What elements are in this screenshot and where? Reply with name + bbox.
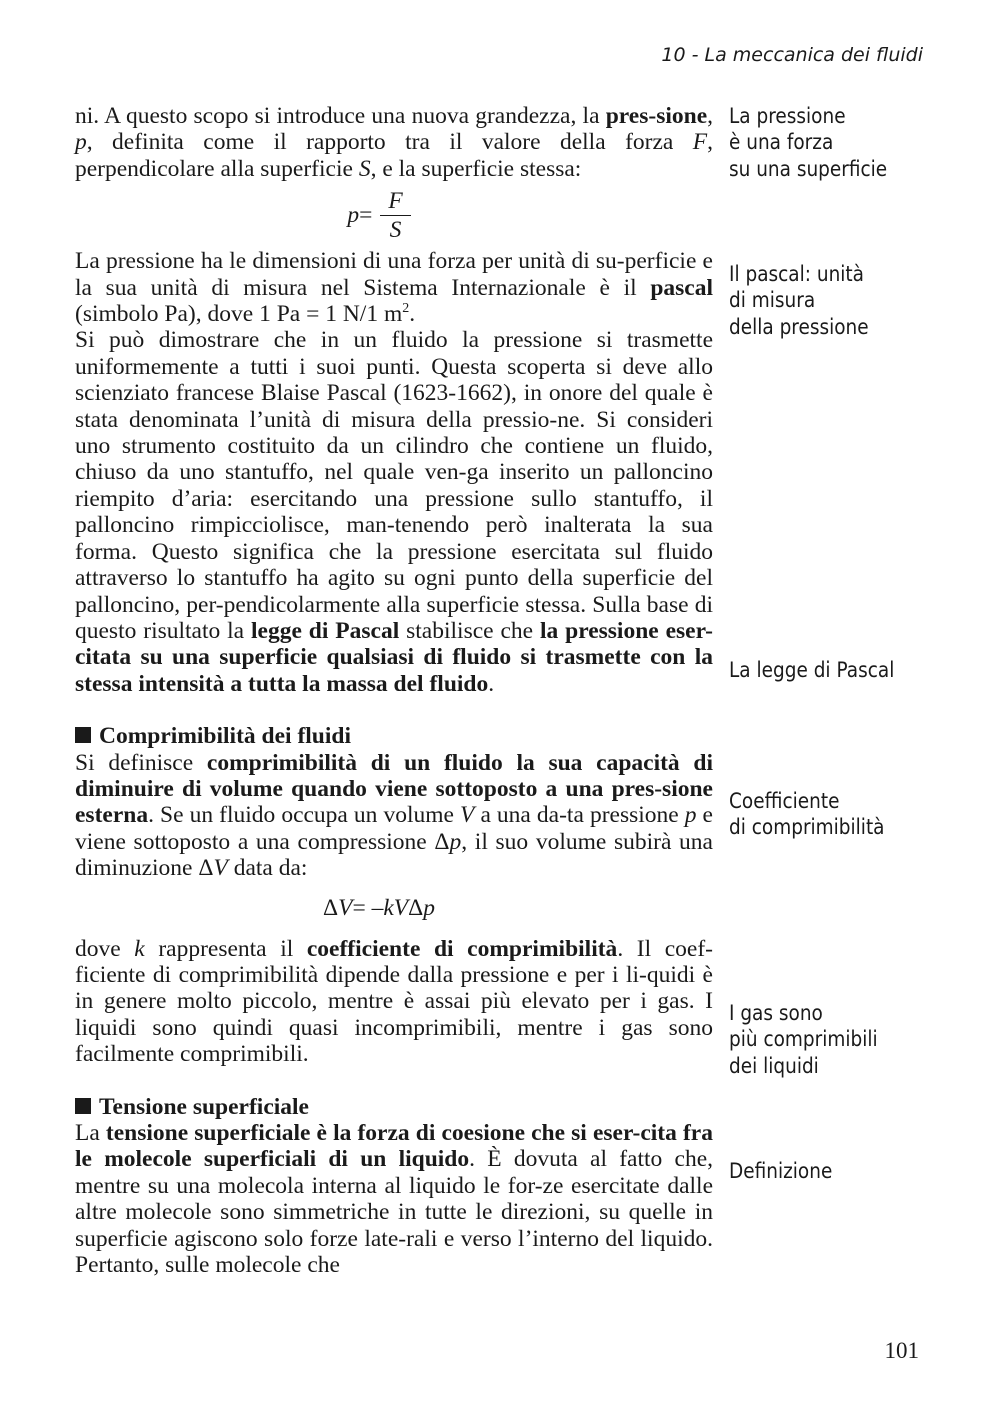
square-bullet-icon: [75, 1098, 91, 1114]
running-header: 10 - La meccanica dei fluidi: [661, 44, 923, 66]
paragraph-compressibility: Si definisce comprimibilità di un fluido la sua capacità di diminuire di volume quando viene sottoposto a una pres-sione esterna. Se un fluido occupa un volume V a una da-ta pressione p e viene sottoposto a una compressione Δp, il suo volume subirà una diminuzione ΔV data da:: [75, 749, 714, 882]
margin-note-pascal-law: La legge di Pascal: [729, 658, 895, 682]
paragraph-surface-tension: La tensione superficiale è la forza di coesione che si eser-cita fra le molecole superficiali di un liquido. È dovuta al fatto che, mentre su una molecola interna al liquido le for-ze esercitate dalle altre molecole sono simmetriche in tutte le direzioni, su quelle in superficie agiscono solo forze late-rali e verso l’interno del liquido. Pertanto, sulle molecole che: [75, 1120, 714, 1279]
main-text-column: [75, 103, 713, 1278]
square-bullet-icon: [75, 727, 91, 743]
paragraph-compressibility-coefficient: dove k rappresenta il coefficiente di comprimibilità. Il coef-ficiente di comprimibilità dipende dalla pressione e per i li-quidi è in genere molto piccolo, mentre è assai più elevato per i gas. I liquidi sono quindi quasi incomprimibili, mentre i gas sono facilmente comprimibili.: [75, 935, 713, 1068]
margin-note-gas-compressibility: I gas sono più comprimibili dei liquidi: [729, 1001, 878, 1078]
page-number: 101: [884, 1338, 919, 1363]
paragraph-pascal-law: Si può dimostrare che in un fluido la pressione si trasmette uniformemente a tutti i suoi punti. Questa scoperta si deve allo scienziato francese Blaise Pascal (1623-1662), in onore del quale è stata denominata l’unità di misura della pressio-ne. Si consideri uno strumento costituito da un cilindro che contiene un fluido, chiuso da uno stantuffo, nel quale ven-ga inserito un palloncino riempito d’aria: esercitando una pressione sullo stantuffo, il palloncino rimpicciolisce, man-tenendo però inalterata la sua forma. Questo significa che la pressione esercitata sul fluido attraverso lo stantuffo ha agito su ogni punto della superficie del palloncino, per-pendicolarmente alla superficie stessa. Sulla base di questo risultato la legge di Pascal stabilisce che la pressione eser-citata su una superficie qualsiasi di fluido si trasmette con la stessa intensità a tutta la massa del fluido.: [75, 327, 713, 697]
margin-note-pascal-unit: Il pascal: unità di misura della pressione: [729, 262, 869, 339]
section-heading-surface-tension: Tensione superficiale: [75, 1094, 713, 1120]
margin-note-pressure: La pressione è una forza su una superficie: [729, 104, 888, 181]
margin-note-definition: Definizione: [729, 1159, 833, 1183]
paragraph-pressure-definition: ni. A questo scopo si introduce una nuova grandezza, la pres-sione, p, definita come il rapporto tra il valore della forza F, perpendicolare alla superficie S, e la superficie stessa:: [75, 103, 713, 182]
section-heading-compressibility: Comprimibilità dei fluidi: [75, 723, 713, 749]
pressure-formula: p = $\frac{F}{S}$: [75, 182, 713, 248]
compressibility-formula: Δ V = – kV Δ p: [322, 895, 436, 922]
paragraph-pascal-unit: La pressione ha le dimensioni di una forza per unità di su-perficie e la sua unità di misura nel Sistema Internazionale è il pascal (simbolo Pa), dove 1 Pa = 1 N/1 $m^2$.: [75, 248, 713, 328]
margin-note-compressibility-coefficient: Coefficiente di comprimibilità: [729, 789, 885, 840]
